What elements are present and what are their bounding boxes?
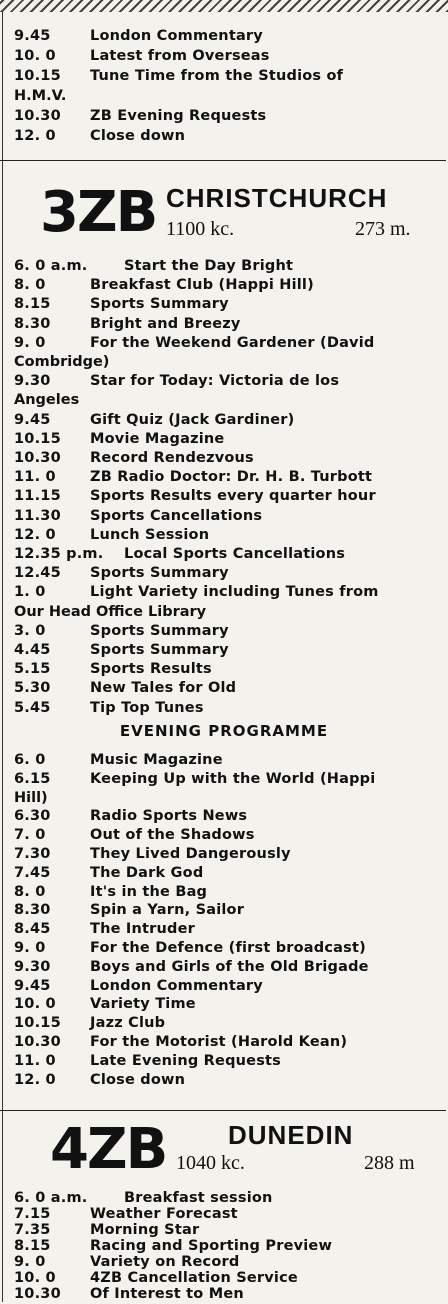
programme-row bbox=[14, 26, 444, 46]
programme-row bbox=[14, 582, 444, 602]
programme-title: ZB Evening Requests bbox=[90, 108, 267, 124]
programme-row bbox=[14, 410, 444, 430]
programme-row bbox=[14, 640, 444, 660]
programme-time: 6.30 bbox=[14, 808, 51, 825]
programme-time: 10. 0 bbox=[14, 48, 56, 64]
programme-title: It's in the Bag bbox=[90, 883, 208, 900]
programme-time: 10.15 bbox=[14, 1015, 61, 1032]
programme-row bbox=[14, 563, 444, 583]
programme-time: 9.45 bbox=[14, 411, 51, 428]
programme-time: 5.45 bbox=[14, 699, 51, 716]
programme-title: Lunch Session bbox=[90, 526, 210, 543]
programme-row bbox=[14, 256, 444, 276]
programme-title: Jazz Club bbox=[90, 1015, 166, 1032]
station-wavelength: 288 m bbox=[364, 1152, 415, 1174]
programme-row bbox=[14, 429, 444, 449]
station-city: CHRISTCHURCH bbox=[166, 183, 388, 213]
programme-title: They Lived Dangerously bbox=[90, 846, 291, 862]
programme-title: Tune Time from the Studios of bbox=[90, 68, 344, 84]
top-border bbox=[0, 0, 448, 12]
programme-title: Breakfast session bbox=[124, 1190, 273, 1206]
programme-title: Boys and Girls of the Old Brigade bbox=[90, 958, 369, 975]
station-call-sign: 3ZB bbox=[40, 180, 157, 245]
programme-time: 12.35 p.m. bbox=[14, 546, 104, 562]
programme-time: 6. 0 bbox=[14, 752, 46, 768]
programme-time: 7. 0 bbox=[14, 827, 46, 844]
programme-title: Sports Summary bbox=[90, 642, 229, 658]
programme-time: 8. 0 bbox=[14, 277, 46, 294]
programme-row bbox=[14, 314, 444, 334]
station-wavelength: 273 m. bbox=[355, 218, 411, 240]
programme-continuation: Hill) bbox=[14, 789, 48, 806]
programme-title: Racing and Sporting Preview bbox=[90, 1238, 333, 1254]
programme-row bbox=[14, 544, 444, 564]
programme-time: 12. 0 bbox=[14, 1071, 56, 1088]
programme-title: The Dark God bbox=[90, 864, 204, 881]
programme-time: 8. 0 bbox=[14, 883, 46, 900]
programme-title: Latest from Overseas bbox=[90, 48, 270, 64]
programme-title: Tip Top Tunes bbox=[90, 699, 204, 716]
programme-title: Radio Sports News bbox=[90, 808, 248, 825]
programme-time: 8.30 bbox=[14, 902, 51, 919]
programme-title: Gift Quiz (Jack Gardiner) bbox=[90, 411, 295, 428]
programme-continuation: H.M.V. bbox=[14, 88, 67, 104]
programme-time: 5.30 bbox=[14, 680, 51, 697]
programme-time: 4.45 bbox=[14, 642, 51, 658]
programme-row bbox=[14, 126, 444, 146]
programme-row bbox=[14, 506, 444, 526]
programme-row bbox=[14, 46, 444, 66]
programme-time: 8.45 bbox=[14, 921, 51, 938]
programme-time: 9.30 bbox=[14, 958, 51, 975]
programme-row bbox=[14, 678, 444, 698]
programme-time: 8.15 bbox=[14, 1238, 51, 1254]
programme-time: 10.30 bbox=[14, 450, 61, 466]
programme-time: 11.15 bbox=[14, 488, 61, 505]
programme-time: 10.15 bbox=[14, 68, 61, 84]
programme-time: 12. 0 bbox=[14, 128, 56, 144]
programme-title: Local Sports Cancellations bbox=[124, 546, 346, 562]
programme-time: 10. 0 bbox=[14, 1270, 56, 1286]
programme-title: Variety on Record bbox=[90, 1254, 240, 1270]
programme-row bbox=[14, 844, 444, 864]
programme-row bbox=[14, 333, 444, 353]
evening-programme-heading: EVENING PROGRAMME bbox=[119, 722, 329, 740]
programme-time: 9. 0 bbox=[14, 940, 46, 956]
programme-title: Close down bbox=[90, 128, 186, 144]
programme-title: Sports Summary bbox=[90, 296, 229, 313]
programme-title: London Commentary bbox=[90, 977, 263, 994]
programme-time: 11. 0 bbox=[14, 469, 56, 486]
programme-title: Keeping Up with the World (Happi bbox=[90, 770, 376, 787]
programme-time: 10.30 bbox=[14, 108, 61, 124]
programme-row bbox=[14, 1032, 444, 1052]
programme-time: 10.15 bbox=[14, 430, 61, 447]
programme-title: Record Rendezvous bbox=[90, 450, 254, 466]
programme-continuation: Angeles bbox=[14, 392, 80, 409]
programme-row bbox=[14, 698, 444, 718]
programme-title: Sports Results every quarter hour bbox=[90, 488, 376, 505]
programme-time: 9. 0 bbox=[14, 334, 46, 351]
programme-row bbox=[14, 994, 444, 1014]
station-call-sign: 4ZB bbox=[50, 1117, 167, 1182]
programme-title: Start the Day Bright bbox=[124, 258, 294, 274]
programme-title: Bright and Breezy bbox=[90, 315, 241, 332]
programme-time: 9.45 bbox=[14, 977, 51, 994]
programme-title: Spin a Yarn, Sailor bbox=[90, 902, 245, 919]
programme-time: 10. 0 bbox=[14, 996, 56, 1013]
programme-row bbox=[14, 448, 444, 468]
programme-time: 10.30 bbox=[14, 1034, 61, 1050]
programme-title: For the Weekend Gardener (David bbox=[90, 334, 375, 351]
programme-row bbox=[14, 919, 444, 939]
programme-time: 11. 0 bbox=[14, 1052, 56, 1069]
station-city: DUNEDIN bbox=[228, 1120, 354, 1150]
programme-title: Movie Magazine bbox=[90, 430, 225, 447]
programme-title: Morning Star bbox=[90, 1222, 200, 1238]
programme-row bbox=[14, 275, 444, 295]
programme-time: 12. 0 bbox=[14, 526, 56, 543]
programme-time: 9.30 bbox=[14, 373, 51, 390]
programme-title: Music Magazine bbox=[90, 752, 223, 768]
programme-title: Of Interest to Men bbox=[90, 1286, 244, 1302]
programme-row bbox=[14, 371, 444, 391]
programme-time: 9. 0 bbox=[14, 1254, 46, 1270]
programme-title: Weather Forecast bbox=[90, 1206, 238, 1222]
programme-row bbox=[14, 882, 444, 902]
programme-time: 7.35 bbox=[14, 1222, 51, 1238]
programme-continuation: Our Head Office Library bbox=[14, 603, 207, 620]
programme-time: 3. 0 bbox=[14, 622, 46, 639]
programme-time: 9.45 bbox=[14, 28, 51, 44]
programme-title: Sports Results bbox=[90, 661, 212, 678]
programme-title: Sports Cancellations bbox=[90, 507, 263, 524]
programme-row bbox=[14, 976, 444, 996]
programme-title: For the Motorist (Harold Kean) bbox=[90, 1034, 348, 1050]
programme-continuation: Combridge) bbox=[14, 354, 110, 370]
programme-row bbox=[14, 769, 444, 789]
programme-row bbox=[14, 659, 444, 679]
programme-row bbox=[14, 1013, 444, 1033]
programme-time: 6. 0 a.m. bbox=[14, 1190, 88, 1206]
programme-title: Sports Summary bbox=[90, 565, 229, 582]
programme-time: 8.30 bbox=[14, 315, 51, 332]
programme-row bbox=[14, 1284, 444, 1304]
programme-row bbox=[14, 806, 444, 826]
programme-time: 7.15 bbox=[14, 1206, 51, 1222]
programme-title: Variety Time bbox=[90, 996, 196, 1013]
programme-time: 11.30 bbox=[14, 507, 61, 524]
programme-row bbox=[14, 294, 444, 314]
programme-title: For the Defence (first broadcast) bbox=[90, 940, 366, 956]
programme-time: 12.45 bbox=[14, 565, 61, 582]
programme-title: ZB Radio Doctor: Dr. H. B. Turbott bbox=[90, 469, 373, 486]
programme-title: Breakfast Club (Happi Hill) bbox=[90, 277, 314, 294]
programme-title: Sports Summary bbox=[90, 622, 229, 639]
programme-title: London Commentary bbox=[90, 28, 263, 44]
section-divider bbox=[0, 1110, 446, 1111]
programme-title: Late Evening Requests bbox=[90, 1052, 282, 1069]
programme-title: Out of the Shadows bbox=[90, 827, 255, 844]
programme-row bbox=[14, 66, 444, 86]
programme-time: 6.15 bbox=[14, 770, 51, 787]
programme-row bbox=[14, 467, 444, 487]
programme-title: Light Variety including Tunes from bbox=[90, 584, 379, 601]
programme-time: 6. 0 a.m. bbox=[14, 258, 88, 274]
programme-row bbox=[14, 486, 444, 506]
station-frequency: 1100 kc. bbox=[166, 218, 235, 240]
programme-row bbox=[14, 106, 444, 126]
programme-row bbox=[14, 938, 444, 958]
programme-row bbox=[14, 750, 444, 770]
programme-row bbox=[14, 621, 444, 641]
programme-row bbox=[14, 825, 444, 845]
programme-row bbox=[14, 957, 444, 977]
programme-row bbox=[14, 1051, 444, 1071]
programme-title: New Tales for Old bbox=[90, 680, 237, 697]
programme-row bbox=[14, 1070, 444, 1090]
programme-time: 1. 0 bbox=[14, 584, 46, 601]
programme-time: 5.15 bbox=[14, 661, 51, 678]
programme-time: 7.30 bbox=[14, 846, 51, 862]
programme-row bbox=[14, 863, 444, 883]
left-column-rule bbox=[2, 12, 3, 1302]
programme-time: 8.15 bbox=[14, 296, 51, 313]
programme-time: 10.30 bbox=[14, 1286, 61, 1302]
programme-time: 7.45 bbox=[14, 864, 51, 881]
programme-title: The Intruder bbox=[90, 921, 195, 938]
section-divider bbox=[0, 160, 446, 161]
programme-title: Close down bbox=[90, 1071, 186, 1088]
station-frequency: 1040 kc. bbox=[176, 1152, 245, 1174]
programme-row bbox=[14, 900, 444, 920]
programme-title: Star for Today: Victoria de los bbox=[90, 373, 340, 390]
programme-title: 4ZB Cancellation Service bbox=[90, 1270, 298, 1286]
programme-row bbox=[14, 525, 444, 545]
